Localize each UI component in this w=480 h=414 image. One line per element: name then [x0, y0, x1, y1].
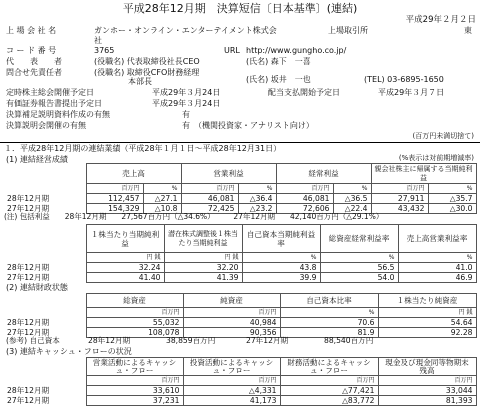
- agm-label: 定時株主総会開催予定日: [6, 88, 94, 97]
- rounding-note: (百万円未満切捨て): [412, 132, 474, 140]
- cell: 154,329: [86, 204, 143, 214]
- row-label: 28年12月期: [7, 318, 50, 327]
- document-title: 平成28年12月期 決算短信〔日本基準〕(連結): [122, 2, 358, 15]
- cell: △35.7: [428, 194, 476, 204]
- exchange-value: 東: [464, 26, 472, 35]
- col-header: 自己資本比率: [280, 294, 378, 308]
- comprehensive-income-note: (注) 包括利益 28年12月期 27,567百万円（△34.6%） 27年12月期 42,140百万円（△29.1%）: [4, 212, 384, 221]
- ref-value: 88,540百万円: [324, 336, 374, 346]
- contact-row-2: [6, 77, 476, 88]
- cell: △10.8: [143, 204, 181, 214]
- unit-cell: 百万円: [86, 376, 183, 386]
- cell: 41.0: [398, 263, 476, 273]
- table-row: [4, 318, 476, 328]
- table-row: [4, 194, 476, 204]
- cell: 54.64: [378, 318, 476, 328]
- col-header: 純資産: [183, 294, 280, 308]
- div-date: 平成29年３月７日: [378, 88, 445, 97]
- unit-cell: %: [428, 184, 476, 194]
- ref-period: 27年12月期: [246, 336, 289, 346]
- unit-cell: %: [238, 184, 276, 194]
- rep-name: (氏名) 森下 一喜: [246, 57, 311, 66]
- col-header: 投資活動によるキャッシュ・フロー: [183, 358, 280, 376]
- sub2-heading: (2) 連結財政状態: [6, 283, 68, 292]
- empty-cell: [4, 225, 86, 253]
- unit-cell: %: [242, 253, 320, 263]
- cell: 90,356: [183, 328, 280, 338]
- col-header: 総資産: [86, 294, 183, 308]
- unit-cell: 百万円: [86, 308, 183, 318]
- ref-value: 38,859百万円: [166, 336, 216, 346]
- section1-heading: １．平成28年12月期の連結業績（平成28年１月１日～平成28年12月31日）: [4, 144, 282, 153]
- cell: 108,078: [86, 328, 183, 338]
- cash-flow-table: [4, 357, 477, 406]
- table-row: [4, 273, 476, 283]
- agm-row: [6, 88, 476, 99]
- unit-cell: 百万円: [183, 376, 280, 386]
- row-label: 28年12月期: [7, 386, 50, 395]
- ref-label: (参考) 自己資本: [6, 336, 60, 346]
- unit-cell: 百万円: [371, 184, 428, 194]
- cell: △22.4: [333, 204, 371, 214]
- col-header: 総資産経常利益率: [320, 225, 398, 253]
- unit-cell: %: [320, 253, 398, 263]
- cell: △83,772: [280, 396, 378, 406]
- div-label: 配当支払開始予定日: [268, 88, 340, 97]
- equity-reference: [4, 336, 404, 346]
- ref-period: 28年12月期: [88, 336, 131, 346]
- sub1-heading: (1) 連結経営成績: [6, 155, 68, 164]
- unit-cell: 百万円: [378, 376, 476, 386]
- unit-cell: %: [398, 253, 476, 263]
- cell: △36.4: [238, 194, 276, 204]
- company-name-label: 上 場 会 社 名: [6, 26, 57, 35]
- per-share-table: [4, 224, 477, 283]
- cell: 46.9: [398, 273, 476, 283]
- cell: 92.28: [378, 328, 476, 338]
- cell: 70.6: [280, 318, 378, 328]
- cell: 27,911: [371, 194, 428, 204]
- cell: 33,044: [378, 386, 476, 396]
- cell: 81,393: [378, 396, 476, 406]
- unit-cell: 百万円: [86, 184, 143, 194]
- empty-cell: [4, 184, 86, 194]
- exchange-label: 上場取引所: [328, 26, 368, 35]
- cell: 54.0: [320, 273, 398, 283]
- table-row: [4, 396, 476, 406]
- row-label: 28年12月期: [7, 263, 50, 272]
- cell: 39.9: [242, 273, 320, 283]
- cell: 33,610: [86, 386, 183, 396]
- cell: 41.40: [86, 273, 164, 283]
- contact-name: (氏名) 坂井 一也: [246, 75, 311, 84]
- supp-row: [6, 110, 476, 121]
- cell: △23.2: [238, 204, 276, 214]
- cell: 81.9: [280, 328, 378, 338]
- cell: △27.1: [143, 194, 181, 204]
- cell: 55,032: [86, 318, 183, 328]
- col-header: 営業利益: [181, 164, 276, 184]
- row-label: 28年12月期: [7, 194, 50, 203]
- contact-title-2: 本部長: [128, 77, 152, 86]
- col-header: 財務活動によるキャッシュ・フロー: [280, 358, 378, 376]
- cell: 41,173: [183, 396, 280, 406]
- cell: 72,606: [276, 204, 333, 214]
- unit-cell: 円 銭: [86, 253, 164, 263]
- col-header: 営業活動によるキャッシュ・フロー: [86, 358, 183, 376]
- company-row: [6, 26, 476, 45]
- rep-label: 代 表 者: [6, 57, 62, 66]
- row-label: 27年12月期: [7, 328, 50, 338]
- row-label: 27年12月期: [7, 273, 50, 283]
- col-header: １株当たり当期純利益: [86, 225, 164, 253]
- col-header: 経常利益: [276, 164, 371, 184]
- col-header: 潜在株式調整後１株当たり当期純利益: [164, 225, 242, 253]
- empty-cell: [4, 308, 86, 318]
- agm-date: 平成29年３月24日: [152, 88, 221, 97]
- cell: 43.8: [242, 263, 320, 273]
- cell: △30.0: [428, 204, 476, 214]
- meeting-label: 決算説明会開催の有無: [6, 121, 86, 130]
- empty-cell: [4, 376, 86, 386]
- report-label: 有価証券報告書提出予定日: [6, 99, 102, 108]
- cell: △36.5: [333, 194, 371, 204]
- divider: [0, 142, 480, 143]
- cell: 37,231: [86, 396, 183, 406]
- code-row: [6, 46, 476, 57]
- url-link[interactable]: http://www.gungho.co.jp/: [246, 46, 347, 55]
- row-label: 27年12月期: [7, 396, 50, 406]
- contact-title: (役職名) 取締役CFO財務経理: [94, 68, 200, 77]
- operating-results-table: [4, 163, 477, 214]
- rep-title: (役職名) 代表取締役社長CEO: [94, 57, 200, 66]
- url-label: URL: [224, 46, 240, 55]
- empty-cell: [4, 358, 86, 376]
- empty-cell: [4, 294, 86, 308]
- col-header: 親会社株主に帰属する当期純利益: [371, 164, 476, 184]
- cell: 32.24: [86, 263, 164, 273]
- code-value: 3765: [94, 46, 115, 55]
- col-header: 自己資本当期純利益率: [242, 225, 320, 253]
- unit-cell: 百万円: [183, 308, 280, 318]
- tel: (TEL) 03-6895-1650: [364, 75, 444, 84]
- sub3-heading: (3) 連結キャッシュ・フローの状況: [6, 347, 132, 356]
- rep-row: [6, 57, 476, 68]
- supp-label: 決算補足説明資料作成の有無: [6, 110, 110, 119]
- cell: △4,331: [183, 386, 280, 396]
- unit-cell: %: [280, 308, 378, 318]
- financial-position-table: [4, 293, 477, 338]
- col-header: 売上高営業利益率: [398, 225, 476, 253]
- cell: 56.5: [320, 263, 398, 273]
- unit-cell: 円 銭: [378, 308, 476, 318]
- report-row: [6, 99, 476, 110]
- meeting-value: 有 （機関投資家・アナリスト向け）: [182, 121, 314, 130]
- report-date-value: 平成29年３月24日: [152, 99, 221, 108]
- unit-cell: 百万円: [276, 184, 333, 194]
- unit-cell: %: [143, 184, 181, 194]
- report-date: 平成29年２月２日: [405, 15, 476, 25]
- cell: 43,432: [371, 204, 428, 214]
- code-label: コ ー ド 番 号: [6, 46, 57, 55]
- col-header: 現金及び現金同等物期末残高: [378, 358, 476, 376]
- pct-note: (%表示は対前期増減率): [398, 154, 474, 162]
- contact-label: 問合せ先責任者: [6, 68, 62, 77]
- cell: 112,457: [86, 194, 143, 204]
- col-header: 売上高: [86, 164, 181, 184]
- empty-cell: [4, 164, 86, 184]
- cell: 72,425: [181, 204, 238, 214]
- cell: 46,081: [276, 194, 333, 204]
- supp-value: 有: [182, 110, 190, 119]
- unit-cell: 百万円: [181, 184, 238, 194]
- unit-cell: 百万円: [280, 376, 378, 386]
- unit-cell: 円 銭: [164, 253, 242, 263]
- table-row: [4, 263, 476, 273]
- cell: △77,421: [280, 386, 378, 396]
- meeting-row: [6, 121, 476, 132]
- cell: 46,081: [181, 194, 238, 204]
- empty-cell: [4, 253, 86, 263]
- cell: 41.39: [164, 273, 242, 283]
- company-name: ガンホー・オンライン・エンターテイメント株式会社: [94, 26, 277, 45]
- cell: 32.20: [164, 263, 242, 273]
- unit-cell: %: [333, 184, 371, 194]
- row-label: 27年12月期: [7, 204, 50, 214]
- col-header: １株当たり純資産: [378, 294, 476, 308]
- cell: 40,984: [183, 318, 280, 328]
- table-row: [4, 386, 476, 396]
